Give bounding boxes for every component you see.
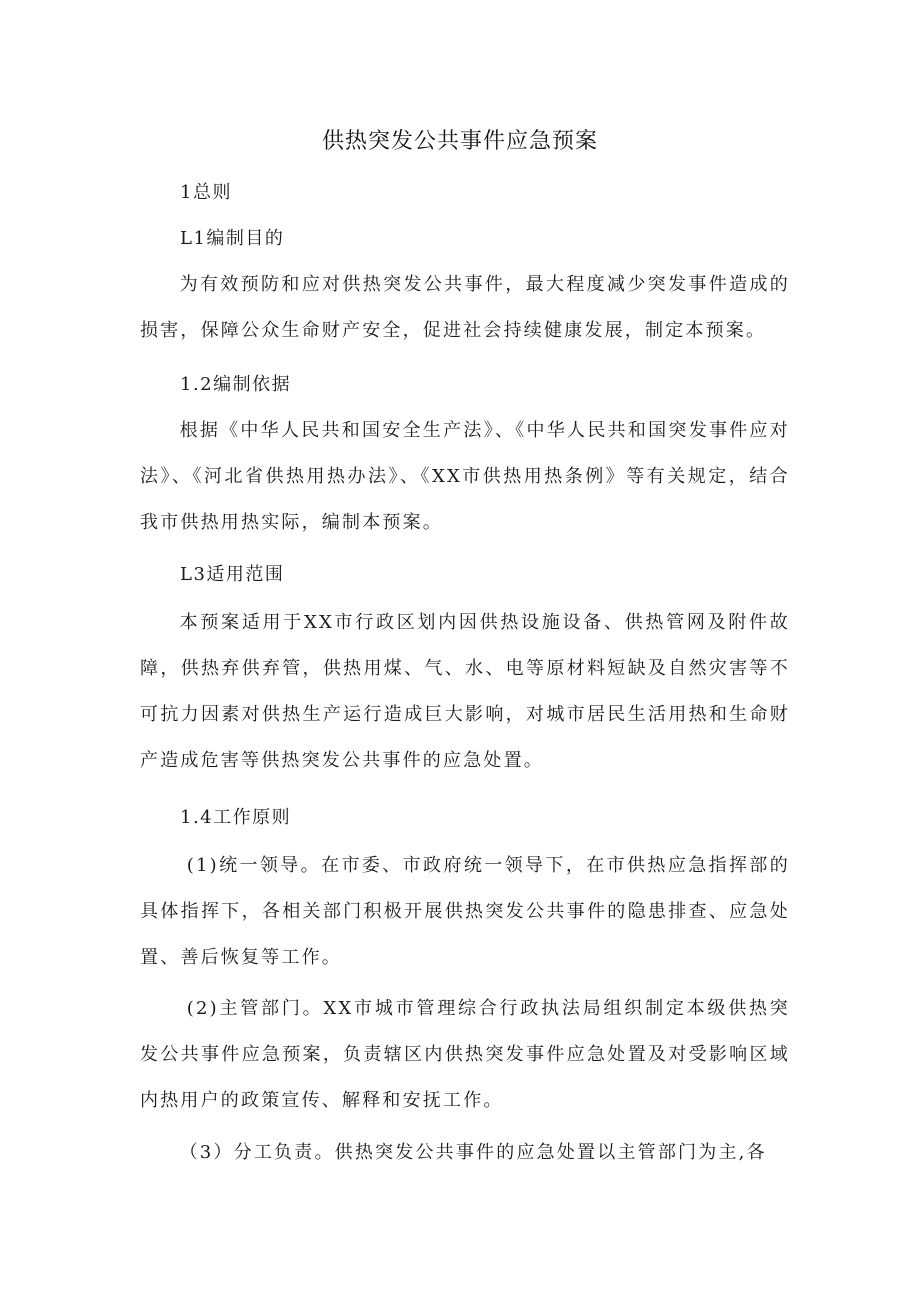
section-1-2-heading: 1.2编制依据 — [180, 374, 292, 395]
principle-2-paragraph: (2)主管部门。XX市城市管理综合行政执法局组织制定本级供热突发公共事件应急预案，负责辖区内供热突发事件应急处置及对受影响区域内热用户的政策宣传、解释和安抚工作。 — [140, 998, 790, 1111]
principle-1-paragraph: (1)统一领导。在市委、市政府统一领导下，在市供热应急指挥部的具体指挥下，各相关部门积极开展供热突发公共事件的隐患排查、应急处置、善后恢复等工作。 — [140, 855, 790, 968]
section-1-2-body: 根据《中华人民共和国安全生产法》、《中华人民共和国突发事件应对法》、《河北省供热用热办法》、《XX市供热用热条例》等有关规定，结合我市供热用热实际，编制本预案。 — [140, 420, 790, 533]
principle-3-paragraph: （3）分工负责。供热突发公共事件的应急处置以主管部门为主,各 — [179, 1142, 767, 1163]
section-1-1-body: 为有效预防和应对供热突发公共事件，最大程度减少突发事件造成的损害，保障公众生命财产安全，促进社会持续健康发展，制定本预案。 — [140, 274, 790, 341]
section-1-heading: 1总则 — [180, 182, 232, 203]
document-title: 供热突发公共事件应急预案 — [321, 129, 598, 154]
section-1-4-heading: 1.4工作原则 — [180, 807, 292, 828]
section-1-1-heading: L1编制目的 — [180, 228, 285, 249]
section-1-3-body: 本预案适用于XX市行政区划内因供热设施设备、供热管网及附件故障，供热弃供弃管，供热用煤、气、水、电等原材料短缺及自然灾害等不可抗力因素对供热生产运行造成巨大影响，对城市居民生活用热和生命财产造成危害等供热突发公共事件的应急处置。 — [140, 612, 790, 771]
section-1-3-heading: L3适用范围 — [180, 564, 285, 585]
